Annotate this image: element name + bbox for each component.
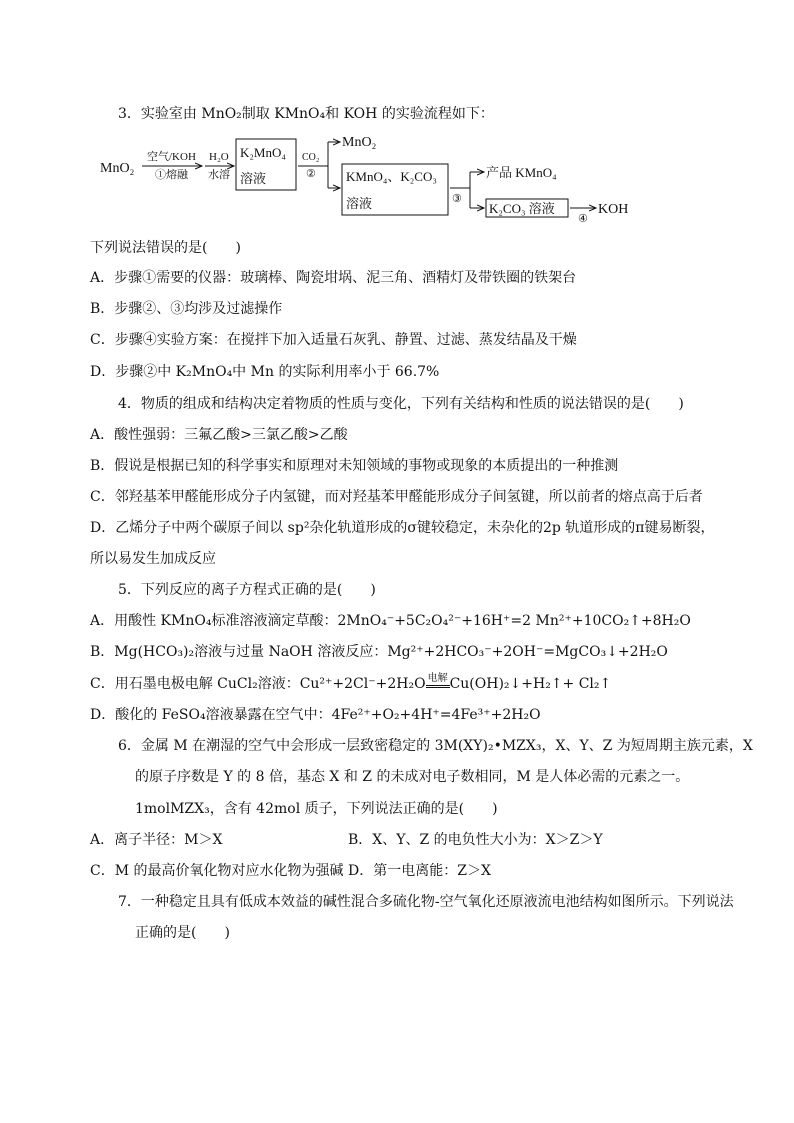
q6-stem-line1: 6．金属 M 在潮湿的空气中会形成一层致密稳定的 3M(XY)₂•MZX₃，X、Y、Z 为短周期主族元素，X [118,738,753,754]
q6-options-row1 [90,830,603,850]
q5-option-c-head: C．用石墨电极电解 CuCl₂溶液：Cu²⁺+2Cl⁻+2H₂O [90,676,426,692]
flow-arrow3-bottom: ② [306,168,316,180]
q4-option-d: D．乙烯分子中两个碳原子间以 sp²杂化轨道形成的σ键较稳定，未杂化的2p 轨道形成的π键易断裂， [90,520,715,536]
flow-arrow1-top: 空气/KOH [147,151,196,163]
q5-stem: 5．下列反应的离子方程式正确的是( ) [118,582,376,598]
q6-option-c: C．M 的最高价氧化物对应水化物为强碱 [90,863,344,879]
flow-box2-line1: KMnO₄、K₂CO₃ [346,169,437,184]
q3-option-a: A．步骤①需要的仪器：玻璃棒、陶瓷坩埚、泥三角、酒精灯及带铁圈的铁架台 [90,270,577,286]
q4-option-c: C．邻羟基苯甲醛能形成分子内氢键，而对羟基苯甲醛能形成分子间氢键，所以前者的熔点高于后者 [90,489,703,505]
q3-question: 下列说法错误的是( ) [90,240,241,256]
q4-option-b: B．假说是根据已知的科学事实和原理对未知领域的事物或现象的本质提出的一种推测 [90,458,619,474]
flow-byproduct: MnO₂ [342,135,377,150]
q5-option-d: D．酸化的 FeSO₄溶液暴露在空气中：4Fe²⁺+O₂+4H⁺=4Fe³⁺+2H₂O [90,707,541,723]
q6-stem-line2: 的原子序数是 Y 的 8 倍，基态 X 和 Z 的未成对电子数相同，M 是人体必需的元素之一。 [135,769,690,785]
q3-option-b: B．步骤②、③均涉及过滤操作 [90,301,283,317]
equation-double-line [426,685,450,688]
q7-stem-line1: 7．一种稳定且具有低成本效益的碱性混合多硫化物-空气氧化还原液流电池结构如图所示。下列说法 [118,894,734,910]
q5-option-c-tail: Cu(OH)₂↓+H₂↑+ Cl₂↑ [449,676,612,692]
flow-arrow5-bottom: ④ [578,213,588,225]
flow-arrow1-bottom: ①熔融 [155,169,188,181]
q3-stem: 3．实验室由 MnO₂制取 KMnO₄和 KOH 的实验流程如下： [118,106,494,122]
flow-box2-line2: 溶液 [346,196,373,211]
q4-stem: 4．物质的组成和结构决定着物质的性质与变化，下列有关结构和性质的说法错误的是( ) [118,396,684,412]
flow-end: KOH [598,202,629,217]
q3-option-d: D．步骤②中 K₂MnO₄中 Mn 的实际利用率小于 66.7% [90,364,440,380]
flow-arrow4-bottom: ③ [452,193,462,205]
q6-options-row2 [90,861,491,881]
q6-option-b: B．X、Y、Z 的电负性大小为：X＞Z＞Y [348,832,603,848]
q7-stem-line2: 正确的是( ) [135,925,230,941]
q5-option-c [90,674,611,696]
q3-flow-diagram [0,128,794,228]
flow-start: MnO₂ [100,161,135,176]
q4-option-a: A．酸性强弱：三氟乙酸>三氯乙酸>乙酸 [90,427,348,443]
flow-arrow2-top: H₂O [209,151,229,163]
q5-option-b: B．Mg(HCO₃)₂溶液与过量 NaOH 溶液反应：Mg²⁺+2HCO₃⁻+2OH⁻=MgCO₃↓+2H₂O [90,644,668,660]
flow-arrow3-top: CO₂ [302,152,320,163]
flow-product: 产品 KMnO₄ [486,165,557,180]
q6-stem-line3: 1molMZX₃，含有 42mol 质子，下列说法正确的是( ) [135,801,498,817]
electrolysis-label: 电解 [427,673,448,684]
flow-arrow2-bottom: 水溶 [208,169,230,181]
flow-box3-label: K₂CO₃ 溶液 [489,201,555,216]
electrolysis-condition [426,674,450,696]
q6-option-a: A．离子半径：M＞X [90,832,223,848]
q3-option-c: C．步骤④实验方案：在搅拌下加入适量石灰乳、静置、过滤、蒸发结晶及干燥 [90,332,577,348]
q5-option-a: A．用酸性 KMnO₄标准溶液滴定草酸：2MnO₄⁻+5C₂O₄²⁻+16H⁺=2 Mn²⁺+10CO₂↑+8H₂O [90,613,691,629]
flow-box1-line2: 溶液 [240,171,267,186]
q6-option-d: D．第一电离能：Z＞X [348,863,491,879]
q4-option-d-cont: 所以易发生加成反应 [90,551,216,567]
flow-box1-line1: K₂MnO₄ [240,145,286,160]
